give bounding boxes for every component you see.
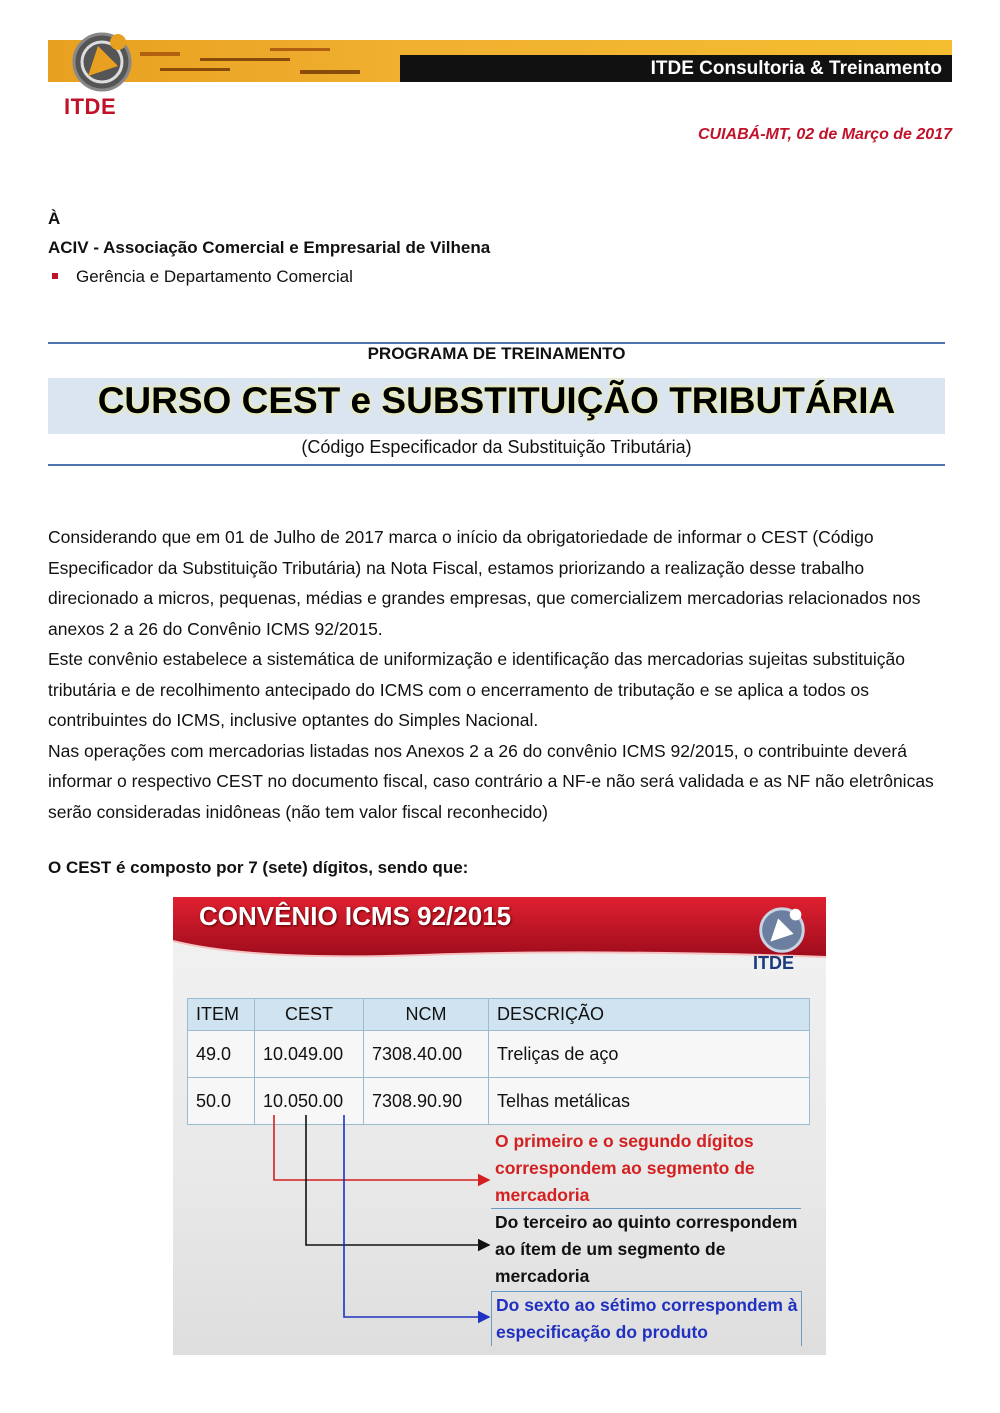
table-cell: Telhas metálicas — [489, 1078, 810, 1125]
table-cell: 10.049.00 — [255, 1031, 364, 1078]
slide-title: CONVÊNIO ICMS 92/2015 — [199, 901, 512, 931]
course-subtitle: (Código Especificador da Substituição Tributária) — [301, 437, 692, 457]
table-cell: 50.0 — [188, 1078, 255, 1125]
table-cell: 7308.90.90 — [364, 1078, 489, 1125]
note-item: Do terceiro ao quinto correspondem ao ítem de um segmento de mercadoria — [491, 1208, 801, 1290]
recipient-org: ACIV - Associação Comercial e Empresarial de Vilhena — [48, 238, 491, 257]
table-header-cell: CEST — [255, 999, 364, 1031]
table-header-cell: DESCRIÇÃO — [489, 999, 810, 1031]
paragraph-2: Este convênio estabelece a sistemática de uniformização e identificação das mercadorias sujeitas substituição tributária e de recolhimento antecipado do ICMS com o encerramento de tributação e se aplica a todos os contribuintes do ICMS, inclusive optantes do Simples Nacional. — [48, 649, 905, 730]
convenio-slide — [173, 897, 826, 1355]
cest-heading: O CEST é composto por 7 (sete) dígitos, sendo que: — [48, 858, 469, 877]
bottom-rule — [48, 464, 945, 466]
paragraph-1: Considerando que em 01 de Julho de 2017 marca o início da obrigatoriedade de informar o CEST (Código Especificador da Substituição Tributária) na Nota Fiscal, estamos priorizando a realização desse trabalho direcionado a micros, pequenas, médias e grandes empresas, que comercializem mercadorias relacionados nos anexos 2 a 26 do Convênio ICMS 92/2015. — [48, 527, 921, 639]
bullet-icon — [52, 273, 58, 279]
table-header-cell: ITEM — [188, 999, 255, 1031]
recipient-block — [48, 204, 490, 291]
header-stripes — [140, 48, 380, 78]
note-segment: O primeiro e o segundo dígitos correspondem ao segmento de mercadoria — [495, 1131, 755, 1205]
recipient-salutation: À — [48, 209, 61, 228]
paragraph-3: Nas operações com mercadorias listadas nos Anexos 2 a 26 do convênio ICMS 92/2015, o contribuinte deverá informar o respectivo CEST no documento fiscal, caso contrário a NF-e não será validada e as NF não eletrônicas serão consideradas inidôneas (não tem valor fiscal reconhecido) — [48, 740, 934, 822]
table-header-cell: NCM — [364, 999, 489, 1031]
recipient-dept: Gerência e Departamento Comercial — [48, 262, 490, 291]
note-specification: Do sexto ao sétimo correspondem à especificação do produto — [491, 1291, 802, 1346]
table-cell: 49.0 — [188, 1031, 255, 1078]
table-cell: 10.050.00 — [255, 1078, 364, 1125]
logo-text: ITDE — [64, 94, 117, 119]
table-cell: 7308.40.00 — [364, 1031, 489, 1078]
table-cell: Treliças de aço — [489, 1031, 810, 1078]
arrow-blue — [344, 1115, 489, 1317]
slide-logo-text: ITDE — [753, 953, 795, 973]
course-title: CURSO CEST e SUBSTITUIÇÃO TRIBUTÁRIA — [97, 380, 896, 421]
company-name: ITDE Consultoria & Treinamento — [650, 58, 942, 79]
program-label: PROGRAMA DE TREINAMENTO — [367, 344, 626, 363]
document-date: CUIABÁ-MT, 02 de Março de 2017 — [698, 126, 952, 143]
body-text — [48, 522, 953, 827]
